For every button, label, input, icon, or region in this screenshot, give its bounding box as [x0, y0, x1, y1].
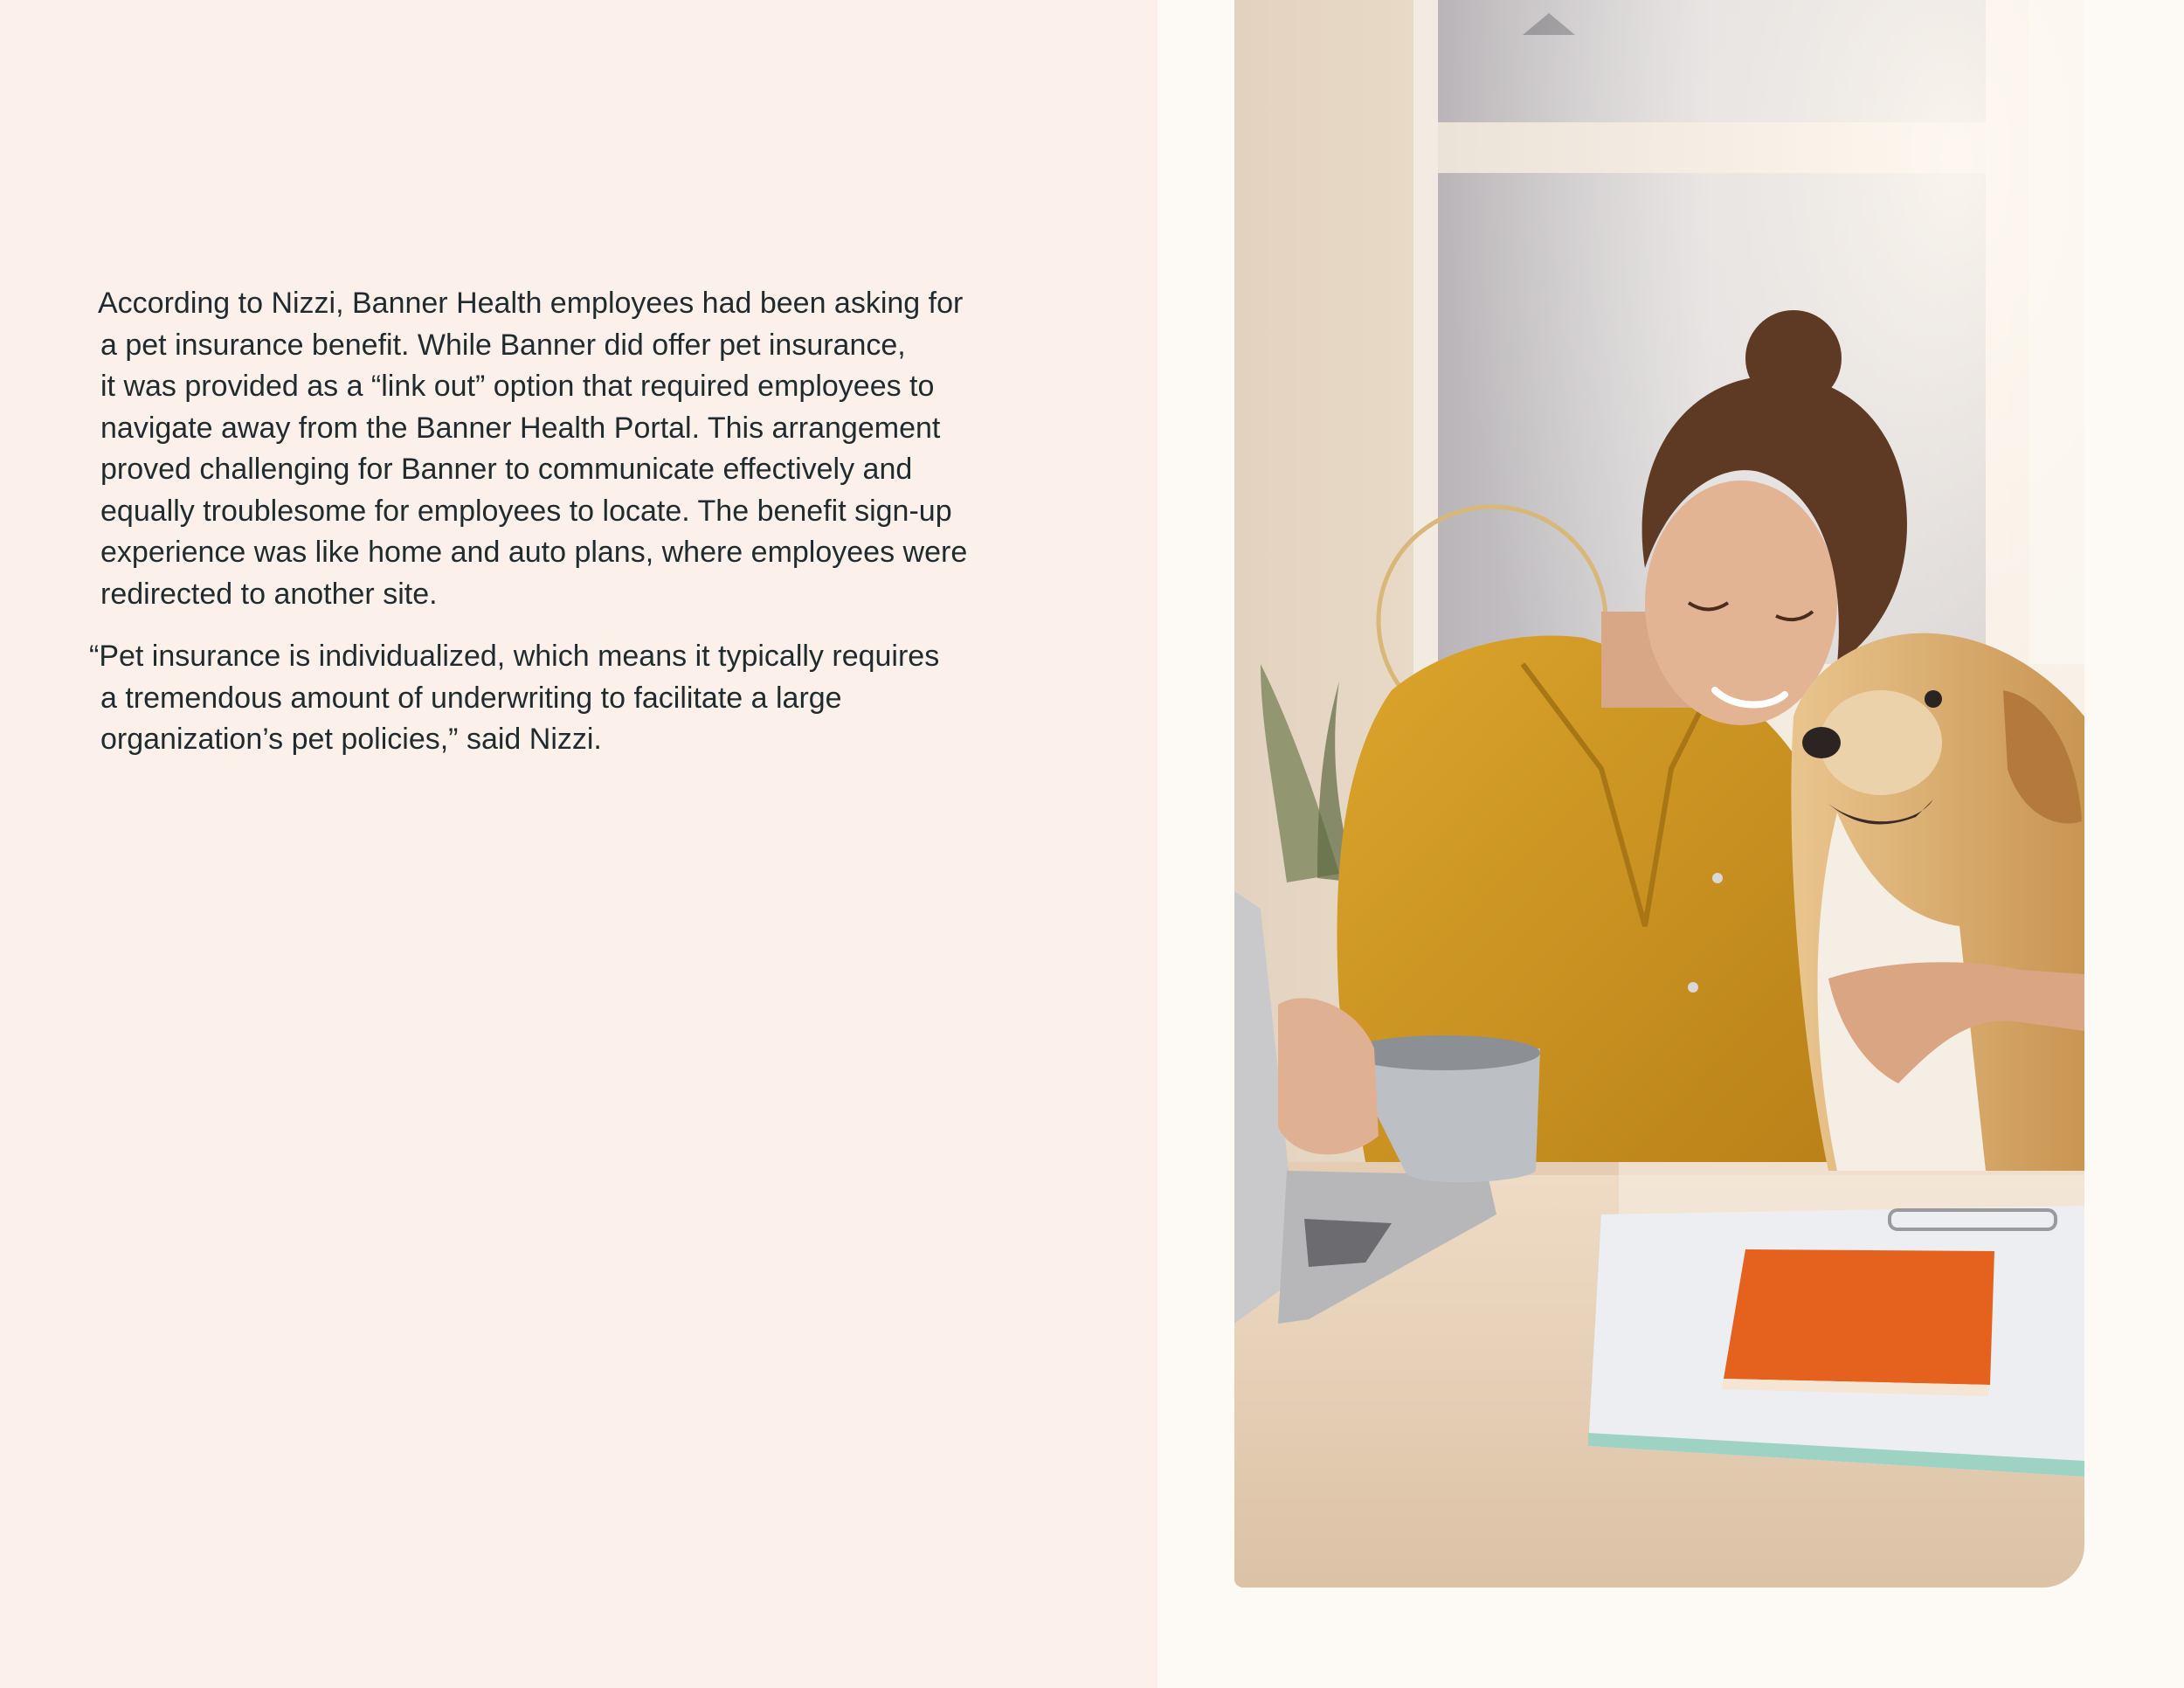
hair-bun [1745, 310, 1842, 406]
paragraph-1-line-4: navigate away from the Banner Health Portal. This arrangement [100, 411, 941, 445]
paragraph-1-line-2: a pet insurance benefit. While Banner did offer pet insurance, [100, 328, 906, 362]
paragraph-1-line-3: it was provided as a “link out” option that required employees to [100, 370, 935, 403]
paragraph-2-line-2: a tremendous amount of underwriting to facilitate a large [100, 681, 842, 715]
dog-nose [1802, 727, 1841, 758]
shirt-button-2 [1688, 982, 1698, 993]
dog-eye [1925, 690, 1942, 708]
paragraph-1-line-5: proved challenging for Banner to communicate effectively and [100, 453, 913, 486]
orange-notebook [1724, 1249, 1994, 1385]
article-paragraph-1 [98, 283, 1068, 615]
paragraph-1-line-8: redirected to another site. [100, 577, 438, 611]
paragraph-2-line-1: “Pet insurance is individualized, which means it typically requires [89, 640, 940, 673]
photo-illustration [1234, 0, 2084, 1588]
mug-rim [1348, 1035, 1540, 1070]
shirt-button-1 [1712, 873, 1723, 883]
paragraph-1-line-6: equally troublesome for employees to locate. The benefit sign-up [100, 494, 952, 528]
woman-with-dog-photo [1234, 0, 2084, 1588]
paragraph-1-line-7: experience was like home and auto plans, where employees were [100, 536, 968, 569]
paragraph-2-line-3: organization’s pet policies,” said Nizzi. [100, 723, 602, 756]
article-paragraph-2 [89, 636, 1068, 761]
paragraph-1-line-1: According to Nizzi, Banner Health employees had been asking for [98, 287, 964, 320]
